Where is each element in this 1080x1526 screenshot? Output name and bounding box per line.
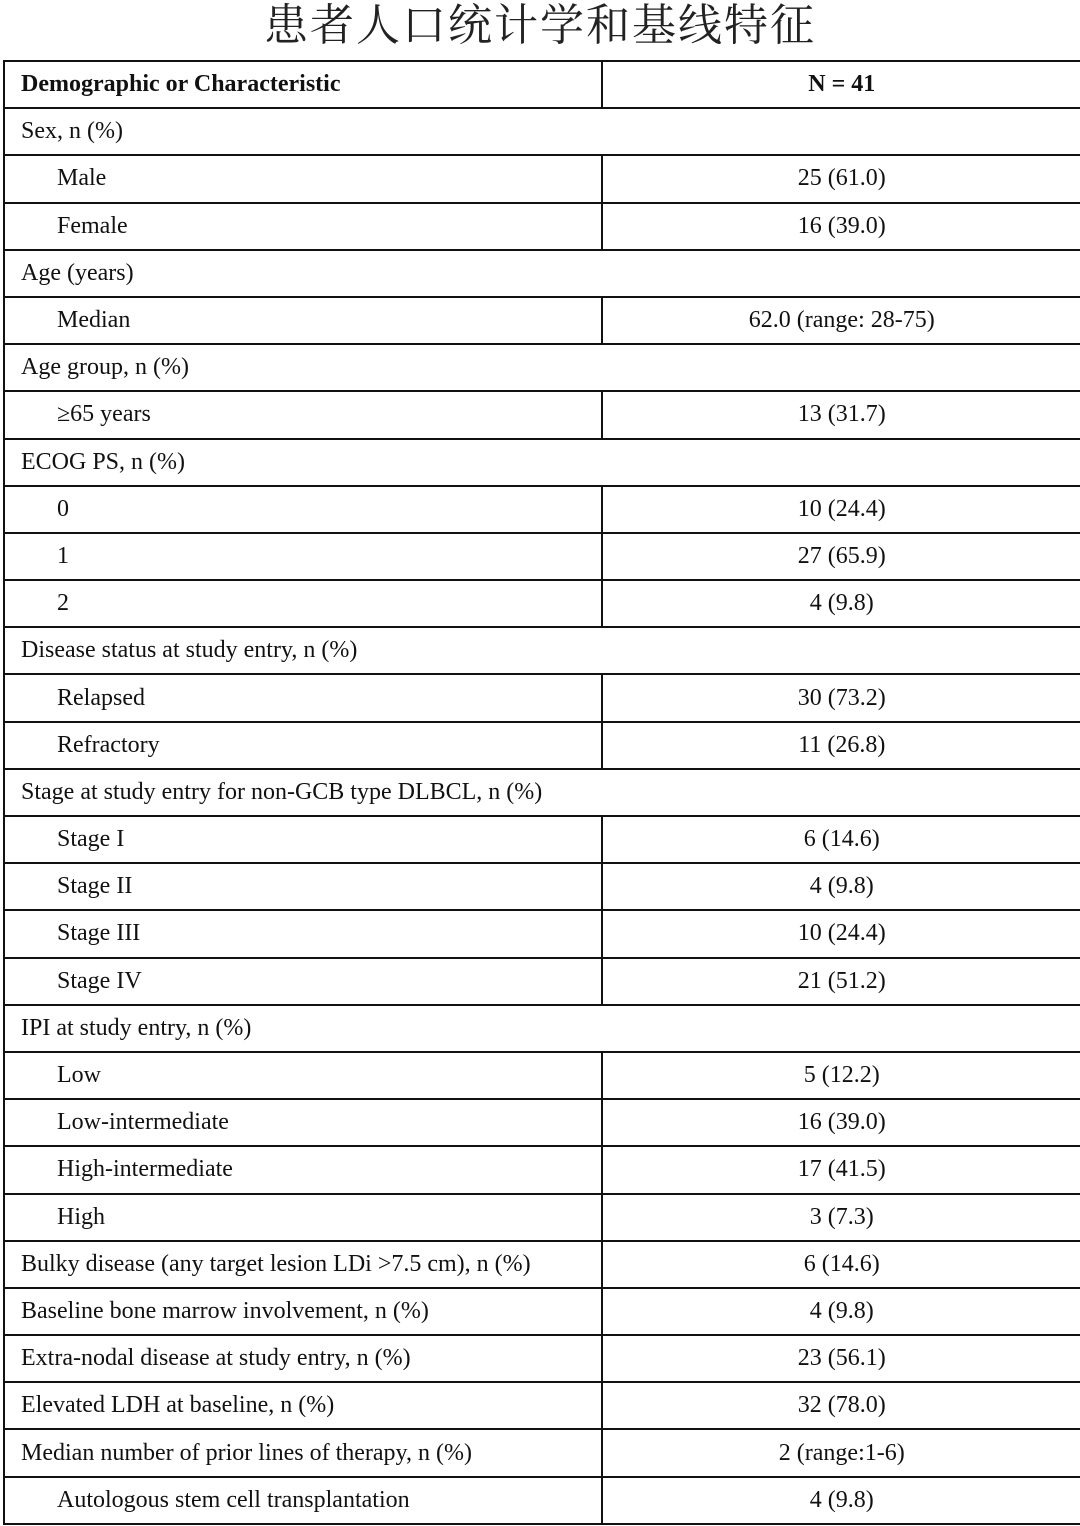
- row-value: 21 (51.2): [602, 958, 1080, 1005]
- row-label: 1: [4, 533, 602, 580]
- row-value: 23 (56.1): [602, 1335, 1080, 1382]
- row-value: 4 (9.8): [602, 863, 1080, 910]
- table-row: [4, 958, 1080, 1005]
- table-row: [4, 1429, 1080, 1476]
- row-label: ≥65 years: [4, 391, 602, 438]
- group-label: IPI at study entry, n (%): [4, 1005, 1080, 1052]
- table-row: [4, 816, 1080, 863]
- row-label: Autologous stem cell transplantation: [4, 1477, 602, 1524]
- row-value: 16 (39.0): [602, 1099, 1080, 1146]
- group-label: ECOG PS, n (%): [4, 439, 1080, 486]
- row-label: Refractory: [4, 722, 602, 769]
- row-value: 6 (14.6): [602, 1241, 1080, 1288]
- row-label: Male: [4, 155, 602, 202]
- group-label: Age (years): [4, 250, 1080, 297]
- table-group-row: [4, 1005, 1080, 1052]
- row-value: 10 (24.4): [602, 910, 1080, 957]
- table-row: [4, 486, 1080, 533]
- table-header-row: [4, 61, 1080, 108]
- table-body: [4, 108, 1080, 1524]
- row-label: Relapsed: [4, 674, 602, 721]
- row-label: Median number of prior lines of therapy, n (%): [4, 1429, 602, 1476]
- row-value: 2 (range:1-6): [602, 1429, 1080, 1476]
- row-value: 32 (78.0): [602, 1382, 1080, 1429]
- row-label: Female: [4, 203, 602, 250]
- row-label: Bulky disease (any target lesion LDi >7.5 cm), n (%): [4, 1241, 602, 1288]
- row-value: 27 (65.9): [602, 533, 1080, 580]
- group-label: Sex, n (%): [4, 108, 1080, 155]
- row-value: 4 (9.8): [602, 1288, 1080, 1335]
- characteristics-table: [3, 60, 1080, 1525]
- table-row: [4, 391, 1080, 438]
- table-row: [4, 297, 1080, 344]
- row-value: 17 (41.5): [602, 1146, 1080, 1193]
- table-group-row: [4, 439, 1080, 486]
- table-row: [4, 580, 1080, 627]
- table-row: [4, 1194, 1080, 1241]
- row-value: 3 (7.3): [602, 1194, 1080, 1241]
- row-label: Elevated LDH at baseline, n (%): [4, 1382, 602, 1429]
- table-row: [4, 1382, 1080, 1429]
- table-group-row: [4, 344, 1080, 391]
- row-label: Stage IV: [4, 958, 602, 1005]
- table-row: [4, 1477, 1080, 1524]
- row-label: Low-intermediate: [4, 1099, 602, 1146]
- header-n: N = 41: [602, 61, 1080, 108]
- row-value: 25 (61.0): [602, 155, 1080, 202]
- row-label: Baseline bone marrow involvement, n (%): [4, 1288, 602, 1335]
- page-title: 患者人口统计学和基线特征: [264, 0, 816, 51]
- row-label: Median: [4, 297, 602, 344]
- row-label: Stage III: [4, 910, 602, 957]
- table-group-row: [4, 627, 1080, 674]
- row-value: 10 (24.4): [602, 486, 1080, 533]
- row-label: Stage I: [4, 816, 602, 863]
- table-row: [4, 863, 1080, 910]
- row-value: 6 (14.6): [602, 816, 1080, 863]
- row-value: 4 (9.8): [602, 580, 1080, 627]
- table-row: [4, 155, 1080, 202]
- table-group-row: [4, 769, 1080, 816]
- group-label: Disease status at study entry, n (%): [4, 627, 1080, 674]
- table-row: [4, 1052, 1080, 1099]
- group-label: Age group, n (%): [4, 344, 1080, 391]
- row-label: High-intermediate: [4, 1146, 602, 1193]
- row-value: 11 (26.8): [602, 722, 1080, 769]
- row-value: 30 (73.2): [602, 674, 1080, 721]
- table-row: [4, 1288, 1080, 1335]
- table-row: [4, 674, 1080, 721]
- table-row: [4, 722, 1080, 769]
- table-row: [4, 203, 1080, 250]
- row-label: Stage II: [4, 863, 602, 910]
- table-row: [4, 1335, 1080, 1382]
- row-value: 62.0 (range: 28-75): [602, 297, 1080, 344]
- table-row: [4, 910, 1080, 957]
- header-characteristic: Demographic or Characteristic: [4, 61, 602, 108]
- row-label: High: [4, 1194, 602, 1241]
- table-row: [4, 1241, 1080, 1288]
- table-group-row: [4, 108, 1080, 155]
- row-value: 5 (12.2): [602, 1052, 1080, 1099]
- table-row: [4, 1099, 1080, 1146]
- row-label: Extra-nodal disease at study entry, n (%): [4, 1335, 602, 1382]
- row-value: 16 (39.0): [602, 203, 1080, 250]
- row-value: 13 (31.7): [602, 391, 1080, 438]
- group-label: Stage at study entry for non-GCB type DLBCL, n (%): [4, 769, 1080, 816]
- table-row: [4, 533, 1080, 580]
- row-value: 4 (9.8): [602, 1477, 1080, 1524]
- row-label: 2: [4, 580, 602, 627]
- table-row: [4, 1146, 1080, 1193]
- row-label: 0: [4, 486, 602, 533]
- table-group-row: [4, 250, 1080, 297]
- row-label: Low: [4, 1052, 602, 1099]
